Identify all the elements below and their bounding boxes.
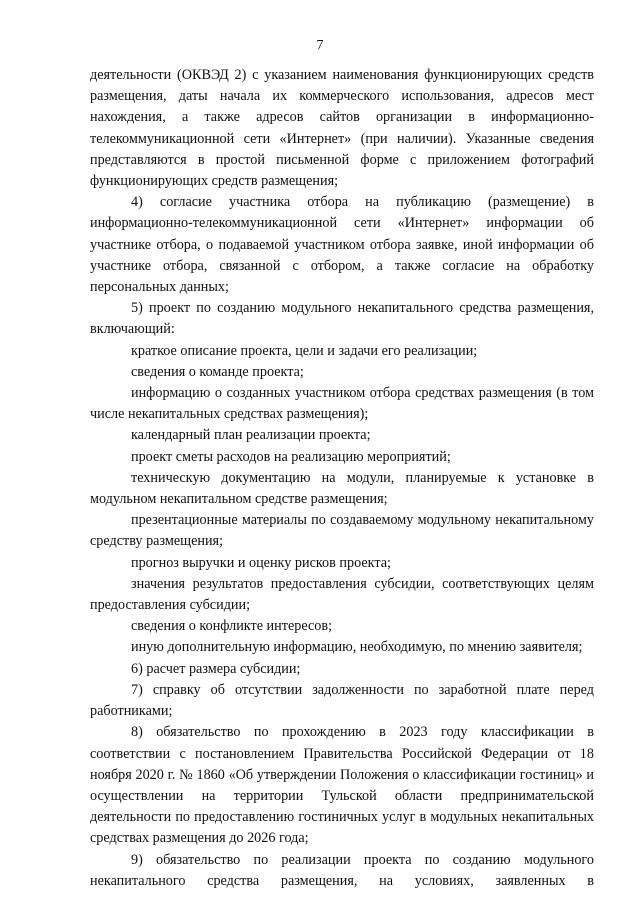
paragraph-item-5-project: 5) проект по созданию модульного некапитального средства размещения, включающий: <box>90 300 594 338</box>
paragraph-presentation-materials: презентационные материалы по создаваемому модульному некапитальному средству размещения; <box>90 512 594 550</box>
document-body <box>90 65 594 892</box>
paragraph-subsidy-results: значения результатов предоставления субсидии, соответствующих целям предоставления субсидии; <box>90 575 594 614</box>
paragraph-revenue-forecast: прогноз выручки и оценку рисков проекта; <box>131 554 391 571</box>
paragraph-cost-estimate: проект сметы расходов на реализацию мероприятий; <box>131 448 451 465</box>
paragraph-project-description: краткое описание проекта, цели и задачи его реализации; <box>131 342 478 359</box>
paragraph-calendar-plan: календарный план реализации проекта; <box>131 427 371 444</box>
paragraph-item-4-consent: 4) согласие участника отбора на публикацию (размещение) в информационно-телекоммуникационной сети «Интернет» информации об участнике отбора, о подаваемой участником отбора заявке, иной информации об участнике отбора, связанной с отбором, а также согласие на обработку персональных данных; <box>90 194 594 296</box>
paragraph-item-8-classification: 8) обязательство по прохождению в 2023 году классификации в соответствии с постановлением Правительства Российской Федерации от 18 ноября 2020 г. № 1860 «Об утверждении Положения о классификации гостиниц» и осуществлении на территории Тульской области предпринимательской деятельности по предоставлению гостиничных услуг в модульных некапитальных средствах размещения до 2026 года; <box>90 724 594 847</box>
paragraph-additional-info: иную дополнительную информацию, необходимую, по мнению заявителя; <box>131 639 583 656</box>
paragraph-item-7-salary-certificate: 7) справку об отсутствии задолженности по заработной плате перед работниками; <box>90 681 594 720</box>
paragraph-item-6-calculation: 6) расчет размера субсидии; <box>131 660 301 677</box>
paragraph-okved-continuation: деятельности (ОКВЭД 2) с указанием наименования функционирующих средств размещения, даты начала их коммерческого использования, адресов мест нахождения, а также адресов сайтов организации в информационно-телекоммуникационной сети «Интернет» (при наличии). Указанные сведения представляются в простой письменной форме с приложением фотографий функционирующих средств размещения; <box>90 67 594 190</box>
paragraph-item-9-obligation: 9) обязательство по реализации проекта по созданию модульного некапитального средства размещения, на условиях, заявленных в <box>90 851 594 889</box>
paragraph-created-facilities: информацию о созданных участником отбора средствах размещения (в том числе некапитальных средствах размещения); <box>90 385 594 423</box>
paragraph-conflict-of-interest: сведения о конфликте интересов; <box>131 618 333 635</box>
page-number: 7 <box>316 38 324 53</box>
paragraph-technical-docs: техническую документацию на модули, планируемые к установке в модульном некапитальном средстве размещения; <box>90 469 594 508</box>
paragraph-project-team: сведения о команде проекта; <box>131 363 304 380</box>
